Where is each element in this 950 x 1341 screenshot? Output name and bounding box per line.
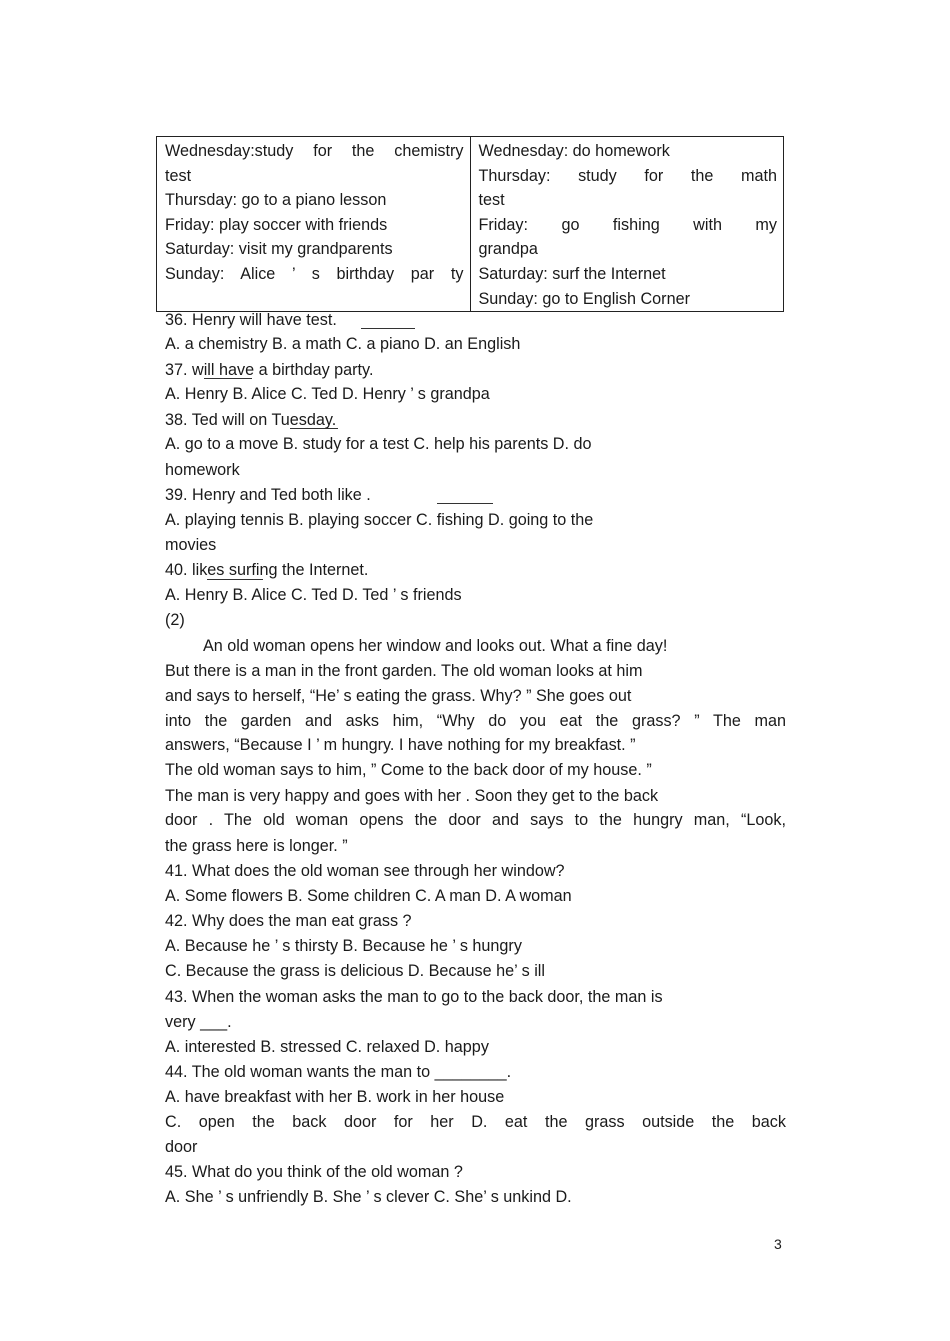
options-36: A. a chemistry B. a math C. a piano D. an English	[165, 335, 521, 353]
question-40: 40. likes surfing the Internet.	[165, 561, 369, 579]
schedule-right-line: grandpa	[478, 240, 538, 259]
answer-blank-line	[361, 327, 415, 329]
passage-line: door . The old woman opens the door and says to the hungry man, “Look,	[165, 811, 786, 829]
question-38: 38. Ted will on Tuesday.	[165, 411, 337, 429]
options-44: A. have breakfast with her B. work in her house	[165, 1088, 505, 1106]
page-number: 3	[774, 1236, 782, 1252]
schedule-left-line: Friday: play soccer with friends	[165, 215, 388, 234]
answer-blank-line	[290, 427, 338, 429]
schedule-left-line: Wednesday:study for the chemistry	[165, 142, 464, 160]
answer-blank-line	[204, 377, 252, 379]
schedule-right-line: Wednesday: do homework	[478, 142, 670, 160]
schedule-right-line: Thursday: study for the math	[478, 166, 777, 185]
passage-line: answers, “Because I ’ m hungry. I have nothing for my breakfast. ”	[165, 736, 636, 754]
schedule-left-line: Saturday: visit my grandparents	[165, 240, 393, 259]
options-42: A. Because he ’ s thirsty B. Because he ’ s hungry	[165, 937, 522, 955]
options-44-cont: door	[165, 1138, 198, 1156]
question-44: 44. The old woman wants the man to ________.	[165, 1063, 512, 1081]
question-36: 36. Henry will have test.	[165, 311, 337, 329]
schedule-table	[156, 136, 784, 312]
question-45: 45. What do you think of the old woman ?	[165, 1163, 463, 1181]
passage-line: The old woman says to him, ” Come to the back door of my house. ”	[165, 761, 652, 779]
schedule-left-line: test	[165, 166, 192, 185]
schedule-right-line: Sunday: go to English Corner	[478, 289, 690, 308]
answer-blank-line	[437, 502, 493, 504]
schedule-left-cell	[157, 137, 471, 312]
options-45: A. She ’ s unfriendly B. She ’ s clever C. She’ s unkind D.	[165, 1188, 572, 1206]
options-43: A. interested B. stressed C. relaxed D. happy	[165, 1038, 489, 1056]
schedule-left-line: Sunday: Alice ’ s birthday par ty	[165, 264, 464, 283]
schedule-right-line: test	[478, 191, 505, 210]
passage-line: the grass here is longer. ”	[165, 837, 348, 855]
schedule-right-cell	[470, 137, 784, 312]
options-44-cont: C. open the back door for her D. eat the grass outside the back	[165, 1113, 786, 1131]
answer-blank-line	[207, 578, 263, 580]
question-39: 39. Henry and Ted both like .	[165, 486, 371, 504]
passage-line: The man is very happy and goes with her . Soon they get to the back	[165, 787, 659, 805]
passage-line: An old woman opens her window and looks out. What a fine day!	[203, 637, 668, 655]
passage-line: But there is a man in the front garden. The old woman looks at him	[165, 662, 643, 680]
passage-line: into the garden and asks him, “Why do you eat the grass? ” The man	[165, 712, 786, 730]
question-43-cont: very ___.	[165, 1013, 232, 1031]
options-42-cont: C. Because the grass is delicious D. Because he’ s ill	[165, 962, 545, 980]
passage-line: and says to herself, “He’ s eating the grass. Why? ” She goes out	[165, 687, 632, 705]
schedule-left-line: Thursday: go to a piano lesson	[165, 191, 387, 210]
question-41: 41. What does the old woman see through her window?	[165, 862, 565, 880]
options-39-cont: movies	[165, 536, 217, 554]
options-40: A. Henry B. Alice C. Ted D. Ted ’ s friends	[165, 586, 462, 604]
options-39: A. playing tennis B. playing soccer C. fishing D. going to the	[165, 511, 594, 529]
question-43: 43. When the woman asks the man to go to the back door, the man is	[165, 988, 663, 1006]
options-38-cont: homework	[165, 461, 240, 479]
question-42: 42. Why does the man eat grass ?	[165, 912, 412, 930]
question-37: 37. will have a birthday party.	[165, 361, 374, 379]
options-41: A. Some flowers B. Some children C. A man D. A woman	[165, 887, 572, 905]
section-label: (2)	[165, 611, 185, 629]
options-37: A. Henry B. Alice C. Ted D. Henry ’ s grandpa	[165, 385, 490, 403]
schedule-right-line: Saturday: surf the Internet	[478, 264, 666, 283]
schedule-right-line: Friday: go fishing with my	[478, 215, 777, 234]
options-38: A. go to a move B. study for a test C. help his parents D. do	[165, 435, 592, 453]
